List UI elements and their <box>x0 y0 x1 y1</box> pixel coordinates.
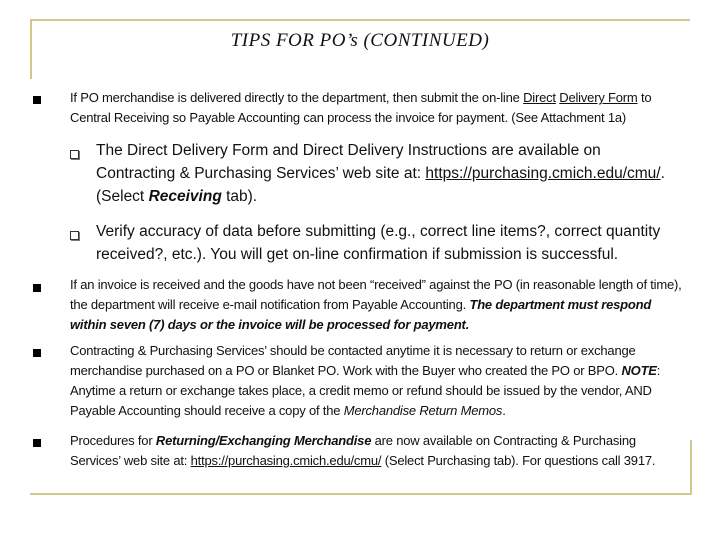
frame-right-rule <box>690 440 692 495</box>
sub-bullet-1-text <box>96 139 681 208</box>
note-label: NOTE <box>621 363 657 378</box>
sub-bullet-1-part2: . (Select <box>96 165 665 205</box>
merchandise-return-memos: Merchandise Return Memos <box>343 403 503 418</box>
sub-bullet-box-icon <box>70 231 79 240</box>
purchasing-site-link[interactable]: https://purchasing.cmich.edu/cmu/ <box>190 453 382 468</box>
bullet-2-emphasis: The department must respond within seven (7) days or the invoice will be processed for payment. <box>70 297 652 332</box>
bullet-2-part1: If an invoice is received and the goods have not been “received” against the PO (in reasonable length of time), the department will receive e-mail notification from Payable Accounting. <box>70 277 682 312</box>
bullet-3-part3: . <box>502 403 506 418</box>
sub-bullet-2-part1: Verify accuracy of data before submitting (e.g., correct line items?, correct quantity received?, etc.). You will get on-line confirmation if submission is successful. <box>96 223 661 263</box>
bullet-4-part2: are now available on Contracting & Purchasing Services’ web site at: <box>70 433 636 468</box>
direct-link[interactable]: Direct <box>523 90 556 105</box>
bullet-square-icon <box>33 284 41 292</box>
purchasing-site-link[interactable]: https://purchasing.cmich.edu/cmu/ <box>425 165 661 182</box>
sub-bullet-2-text <box>96 220 681 266</box>
bullet-4-text <box>70 431 685 471</box>
bullet-1-text <box>70 88 685 128</box>
bullet-square-icon <box>33 96 41 104</box>
bullet-2-text <box>70 275 685 335</box>
bullet-3-text <box>70 341 685 421</box>
bullet-3-part2: : Anytime a return or exchange takes place, a credit memo or refund should be issued by the vendor, AND Payable Accounting should receive a copy of the <box>70 363 661 418</box>
bullet-1-part2: to Central Receiving so Payable Accounting can process the invoice for payment. (See Attachment 1a) <box>70 90 652 125</box>
sub-bullet-1-part1: The Direct Delivery Form and Direct Delivery Instructions are available on Contracting & Purchasing Services’ web site at: <box>96 142 601 182</box>
bullet-4-part1: Procedures for <box>70 433 156 448</box>
sub-bullet-1-part3: tab). <box>221 188 258 205</box>
frame-top-rule <box>30 19 690 21</box>
bullet-3-part1: Contracting & Purchasing Services’ should be contacted anytime it is necessary to return or exchange merchandise purchased on a PO or Blanket PO. Work with the Buyer who created the PO or BPO. <box>70 343 636 378</box>
frame-bottom-rule <box>30 493 690 495</box>
slide-title: TIPS FOR PO’s (CONTINUED) <box>230 30 490 51</box>
bullet-square-icon <box>33 439 41 447</box>
bullet-1-part1: If PO merchandise is delivered directly to the department, then submit the on-line <box>70 90 524 105</box>
bullet-4-part3: (Select Purchasing tab). For questions call 3917. <box>381 453 656 468</box>
bullet-4-emphasis: Returning/Exchanging Merchandise <box>155 433 372 448</box>
sub-bullet-box-icon <box>70 150 79 159</box>
delivery-form-link[interactable]: Delivery Form <box>559 90 638 105</box>
bullet-square-icon <box>33 349 41 357</box>
receiving-emphasis: Receiving <box>148 188 222 205</box>
